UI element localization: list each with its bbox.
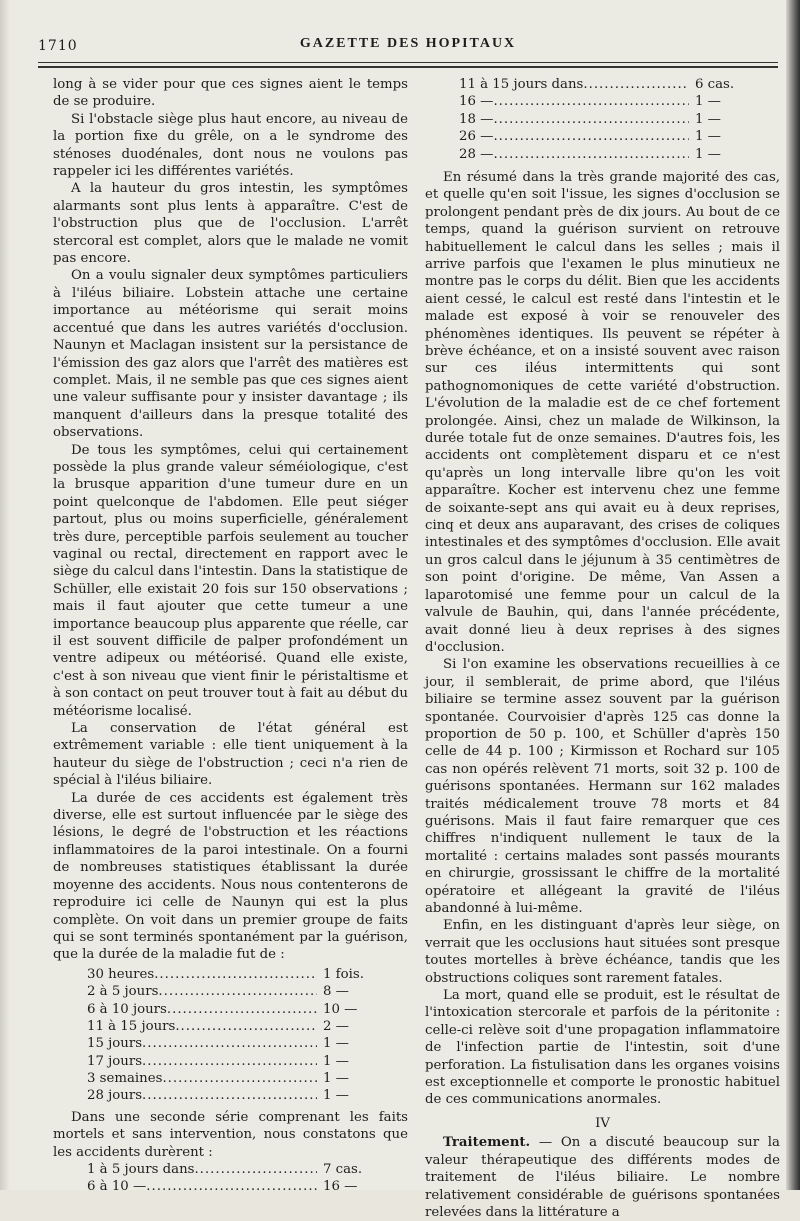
table-row: 11 à 15 jours dans ..... 6 cas. <box>459 76 759 93</box>
table-row: 15 jours ..... 1 — <box>87 1035 387 1052</box>
right-column <box>425 76 780 1221</box>
paragraph: On a voulu signaler deux symptômes particuliers à l'iléus biliaire. Lobstein attache une certaine importance au météorisme qui serait moins accentué que dans les autres variétés d'occlusion. Naunyn et Maclagan insistent sur la persistance de l'émission des gaz alors que l'arrêt des matières est complet. Mais, il ne semble pas que ces signes aient une valeur suffisante pour y insister davantage ; ils manquent d'ailleurs dans la presque totalité des observations. <box>53 268 408 441</box>
paragraph-treatment: Traitement. — On a discuté beaucoup sur la valeur thérapeutique des différents modes de traitement de l'iléus biliaire. Le nombre relativement considérable de guérisons spontanées relevées dans la littérature a <box>425 1135 780 1220</box>
paragraph: La durée de ces accidents est également très diverse, elle est surtout influencée par le siège des lésions, le degré de l'obstruction et les réactions inflammatoires de la paroi intestinale. On a fourni de nombreuses statistiques établissant la durée moyenne des accidents. Nous nous contenterons de reproduire ici celle de Naunyn qui est la plus complète. On voit dans un premier groupe de faits qui se sont terminés spontanément par la guérison, que la durée de la maladie fut de : <box>53 790 408 963</box>
table-row: 3 semaines ..... 1 — <box>87 1070 387 1087</box>
paragraph: De tous les symptômes, celui qui certainement possède la plus grande valeur séméiologique, c'est la brusque apparition d'une tumeur dure en un point quelconque de l'abdomen. Elle peut siéger partout, plus ou moins superficielle, généralement très dure, perceptible parfois seulement au toucher vaginal ou rectal, directement en rapport avec le siège du calcul dans l'intestin. Dans la statistique de Schüller, elle existait 20 fois sur 150 observations ; mais il faut ajouter que cette tumeur a une importance beaucoup plus apparente que réelle, car il est souvent difficile de palper profondément un ventre adipeux ou météorisé. Quand elle existe, c'est à son niveau que vient finir le péristaltisme et à son contact on peut trouver tout à fait au début du météorisme localisé. <box>53 442 408 719</box>
table-row: 1 à 5 jours dans ..... 7 cas. <box>87 1161 387 1178</box>
section-number: IV <box>595 1115 610 1131</box>
scan-edge-right <box>786 0 800 1190</box>
paragraph: Dans une seconde série comprenant les faits mortels et sans intervention, nous constatons que les accidents durèrent : <box>53 1109 408 1160</box>
table-row: 6 à 10 jours ..... 10 — <box>87 1001 387 1018</box>
paragraph: A la hauteur du gros intestin, les symptômes alarmants sont plus lents à apparaître. C'est de l'obstruction plus que de l'occlusion. L'arrêt stercoral est complet, alors que le malade ne vomit pas encore. <box>53 181 408 267</box>
duration-table-deaths <box>87 1161 387 1196</box>
table-row: 28 jours ..... 1 — <box>87 1087 387 1104</box>
table-row: 30 heures ..... 1 fois. <box>87 966 387 983</box>
paragraph: Si l'obstacle siège plus haut encore, au niveau de la portion fixe du grêle, on a le syndrome des sténoses duodénales, dont nous ne voulons pas rappeler ici les différentes variétés. <box>53 111 408 180</box>
page-number: 1710 <box>38 38 78 54</box>
page-header <box>38 34 778 58</box>
header-rule-thick <box>38 66 778 68</box>
paragraph: long à se vider pour que ces signes aient le temps de se produire. <box>53 77 408 110</box>
journal-title: GAZETTE DES HOPITAUX <box>299 36 517 51</box>
header-rule-thin <box>38 62 778 63</box>
duration-table-deaths-continued <box>459 76 759 163</box>
section-heading: Traitement. <box>443 1135 531 1151</box>
paragraph: En résumé dans la très grande majorité des cas, et quelle qu'en soit l'issue, les signes d'occlusion se prolongent pendant près de dix jours. Au bout de ce temps, quand la guérison survient on retrouve habituellement le calcul dans les selles ; mais il arrive parfois que l'examen le plus minutieux ne montre pas le corps du délit. Bien que les accidents aient cessé, le calcul est resté dans l'intestin et le malade est exposé à voir se renouveler des phénomènes identiques. Ils peuvent se répéter à brève échéance, et on a insisté souvent avec raison sur ces iléus intermittents qui sont pathognomoniques de cette variété d'obstruction. L'évolution de la maladie est de ce chef fortement prolongée. Ainsi, chez un malade de Wilkinson, la durée totale fut de onze semaines. D'autres fois, les accidents ont complètement disparu et ce n'est qu'après un long intervalle libre qu'on les voit apparaître. Kocher est intervenu chez une femme de soixante-sept ans qui avait eu à deux reprises, cinq et deux ans auparavant, des crises de coliques intestinales et des symptômes d'occlusion. Elle avait un gros calcul dans le jéjunum à 35 centimètres de son point d'origine. De même, Van Assen a laparotomisé une femme pour un calcul de la valvule de Bauhin, qui, dans l'année précédente, avait donné lieu à deux reprises à des signes d'occlusion. <box>425 169 780 655</box>
table-row: 16 — ..... 1 — <box>459 93 759 110</box>
paragraph: Enfin, en les distinguant d'après leur siège, on verrait que les occlusions haut situées sont presque toutes mortelles à brève échéance, tandis que les obstructions coliques sont rarement fatales. <box>425 918 780 986</box>
table-row: 17 jours ..... 1 — <box>87 1053 387 1070</box>
paragraph: Si l'on examine les observations recueillies à ce jour, il semblerait, de prime abord, que l'iléus biliaire se termine assez souvent par la guérison spontanée. Courvoisier d'après 125 cas donne la proportion de 50 p. 100, et Schüller d'après 150 celle de 44 p. 100 ; Kirmisson et Rochard sur 105 cas non opérés relèvent 71 morts, soit 32 p. 100 de guérisons spontanées. Hermann sur 162 malades traités médicalement trouve 78 morts et 84 guérisons. Mais il faut faire remarquer que ces chiffres n'indiquent nullement le taux de la mortalité : certains malades sont passés mourants en chirurgie, grossissant le chiffre de la mortalité opératoire et allégeant la gravité de l'iléus abandonné à lui-même. <box>425 657 780 917</box>
table-row: 18 — ..... 1 — <box>459 111 759 128</box>
table-row: 6 à 10 — ..... 16 — <box>87 1178 387 1195</box>
left-column <box>53 76 408 1202</box>
paragraph: La mort, quand elle se produit, est le résultat de l'intoxication stercorale et parfois de la péritonite : celle-ci relève soit d'une propagation inflammatoire de l'infection partie de l'intestin, soit d'une perforation. La fistulisation dans les organes voisins est exceptionnelle et comporte le pronostic habituel de ces communications anormales. <box>425 988 780 1108</box>
paragraph: La conservation de l'état général est extrêmement variable : elle tient uniquement à la hauteur du siège de l'obstruction ; ceci n'a rien de spécial à l'iléus biliaire. <box>53 721 408 789</box>
table-row: 26 — ..... 1 — <box>459 128 759 145</box>
table-row: 11 à 15 jours ..... 2 — <box>87 1018 387 1035</box>
duration-table-recoveries <box>87 966 387 1105</box>
table-row: 2 à 5 jours ..... 8 — <box>87 983 387 1000</box>
table-row: 28 — ..... 1 — <box>459 146 759 163</box>
scan-edge-left <box>0 0 10 1190</box>
